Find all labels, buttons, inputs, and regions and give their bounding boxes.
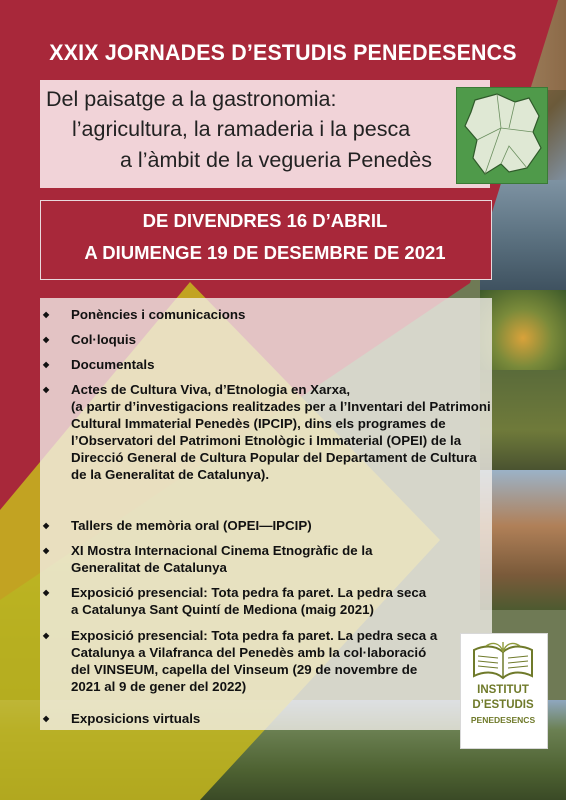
diamond-bullet-icon: ◆	[43, 546, 50, 555]
list-item-text: Ponències i comunicacions	[71, 307, 246, 322]
list-item-text: Col·loquis	[71, 332, 136, 347]
subtitle-line-2: l’agricultura, la ramaderia i la pesca	[72, 117, 411, 141]
photo-plant	[480, 290, 566, 370]
penedes-map-icon	[456, 87, 548, 184]
list-item-detail: (a partir d’investigacions realitzades per a l’Inventari del Patrimoni Cultural Immaterial Penedès (IPCIP), dins els programes de l’Observatori del Patrimoni Etnològic i Immaterial (OPEI) de la Direcció General de Cultura Popular del Departament de Cultura de la Generalitat de Catalunya).	[71, 399, 491, 482]
logo-line-2: D’ESTUDIS	[472, 699, 534, 711]
diamond-bullet-icon: ◆	[43, 631, 50, 640]
logo-line-3: PENEDESENCS	[470, 715, 536, 725]
photo-kiln	[480, 470, 566, 610]
subtitle-line-3: a l’àmbit de la vegueria Penedès	[120, 148, 432, 172]
list-item-text: Tallers de memòria oral (OPEI—IPCIP)	[71, 518, 312, 533]
book-logo-icon	[470, 642, 536, 682]
list-item-text: Exposició presencial: Tota pedra fa paret. La pedra seca a Catalunya Sant Quintí de Mediona (maig 2021)	[71, 585, 427, 617]
subtitle-line-1: Del paisatge a la gastronomia:	[46, 87, 337, 111]
date-end: A DIUMENGE 19 DE DESEMBRE DE 2021	[84, 242, 446, 263]
diamond-bullet-icon: ◆	[43, 714, 50, 723]
diamond-bullet-icon: ◆	[43, 521, 50, 530]
logo-line-1: INSTITUT	[477, 684, 529, 696]
list-item-text: Exposicions virtuals	[71, 711, 201, 726]
diamond-bullet-icon: ◆	[43, 310, 50, 319]
diamond-bullet-icon: ◆	[43, 360, 50, 369]
photo-farmer	[480, 370, 566, 470]
list-item-text: Documentals	[71, 357, 155, 372]
list-item-text: Exposició presencial: Tota pedra fa paret. La pedra seca a Catalunya a Vilafranca del Penedès amb la col·laboració del VINSEUM, capella del Vinseum (29 de novembre de 2021 al 9 de gener del 2022)	[71, 628, 438, 694]
list-item-heading: Actes de Cultura Viva, d’Etnologia en Xarxa,	[71, 382, 351, 397]
diamond-bullet-icon: ◆	[43, 335, 50, 344]
diamond-bullet-icon: ◆	[43, 588, 50, 597]
poster-title: XXIX JORNADES D’ESTUDIS PENEDESENCS	[49, 40, 517, 65]
diamond-bullet-icon: ◆	[43, 385, 50, 394]
list-item-text: XI Mostra Internacional Cinema Etnogràfic de la Generalitat de Catalunya	[71, 543, 373, 575]
date-start: DE DIVENDRES 16 D’ABRIL	[142, 210, 388, 231]
list-item-text	[71, 381, 491, 483]
